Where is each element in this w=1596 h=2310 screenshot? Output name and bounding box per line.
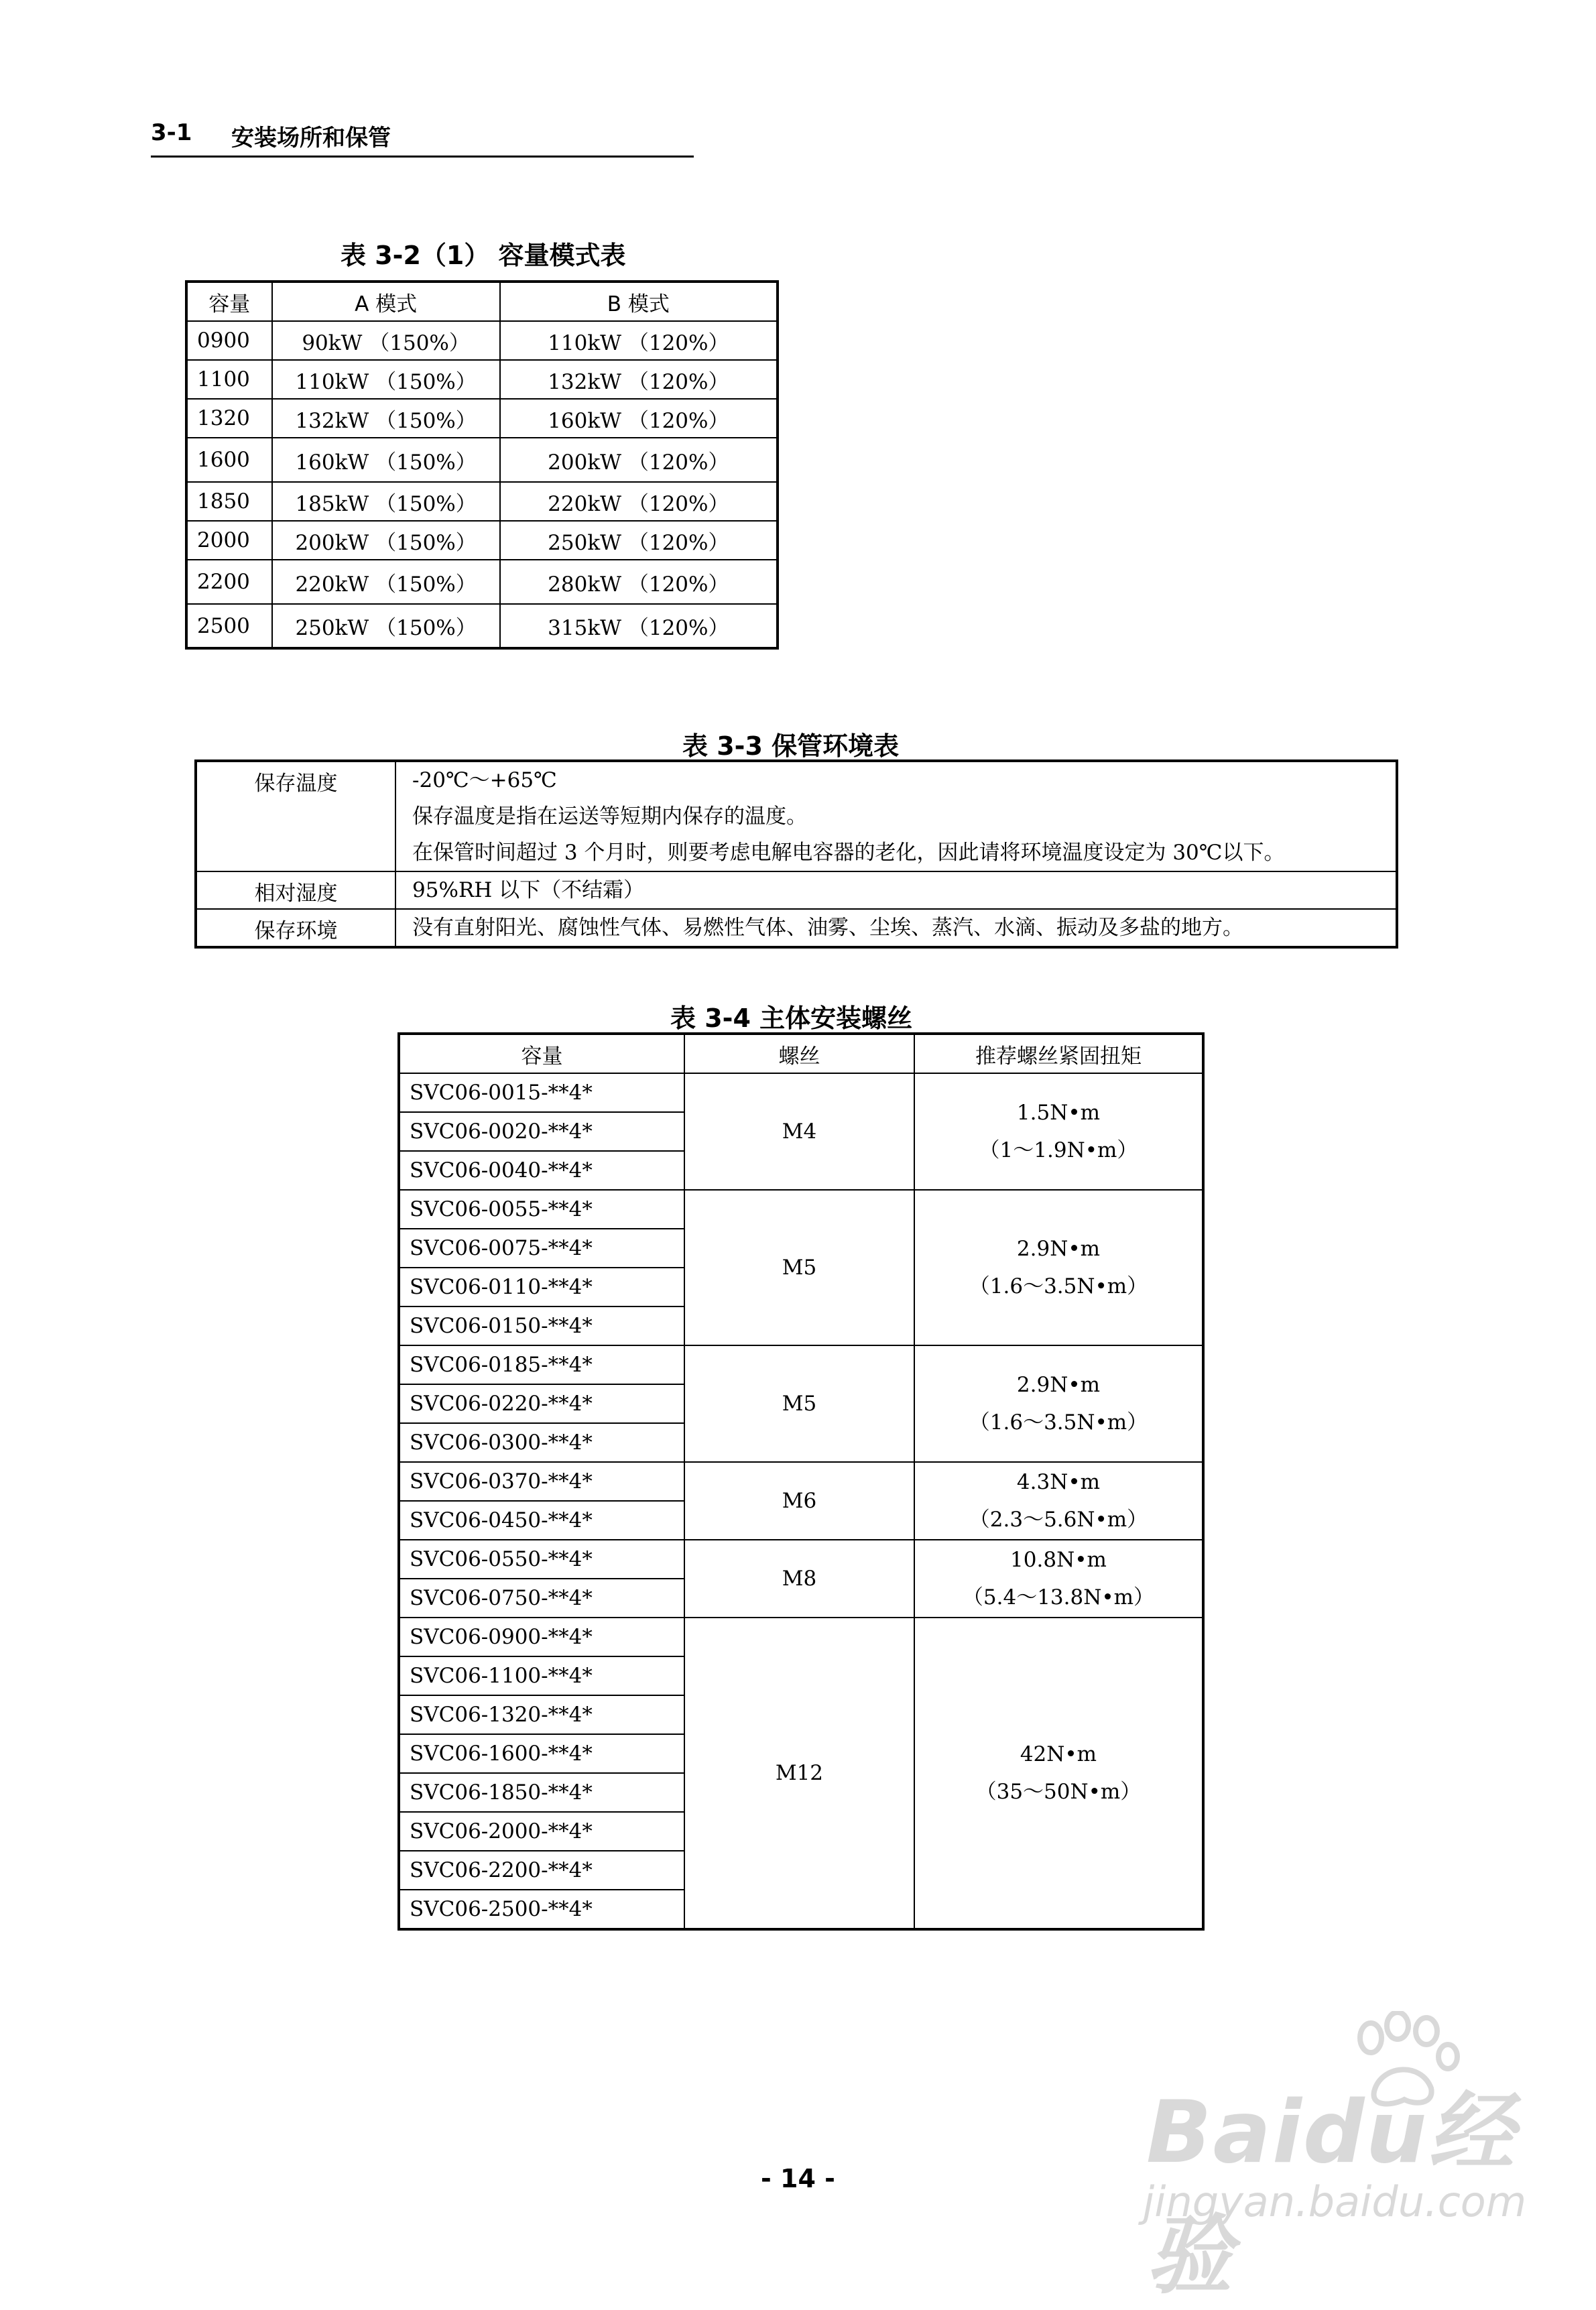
column-header: B 模式	[500, 282, 778, 321]
table-row	[186, 321, 778, 360]
torque-range: （5.4～13.8N•m）	[962, 1585, 1155, 1609]
column-header: 螺丝	[684, 1034, 914, 1073]
model-cell: SVC06-2000-**4*	[399, 1812, 684, 1851]
screw-cell: M4	[684, 1073, 914, 1190]
table-cell: 2500	[186, 604, 272, 648]
section-title: 安装场所和保管	[231, 125, 391, 151]
model-cell: SVC06-1100-**4*	[399, 1656, 684, 1695]
table-row	[186, 360, 778, 399]
torque-cell	[914, 1462, 1203, 1540]
table-cell: 200kW （120%）	[500, 438, 778, 482]
table-row	[186, 560, 778, 604]
screw-cell: M6	[684, 1462, 914, 1540]
model-cell: SVC06-0110-**4*	[399, 1268, 684, 1306]
page-number: - 14 -	[761, 2164, 835, 2193]
screw-cell: M12	[684, 1618, 914, 1929]
column-header: A 模式	[272, 282, 500, 321]
table-cell: 250kW （120%）	[500, 521, 778, 560]
screw-cell: M5	[684, 1190, 914, 1345]
model-cell: SVC06-1320-**4*	[399, 1695, 684, 1734]
table-header-row	[186, 282, 778, 321]
watermark-brand: Baidu经验	[1146, 2083, 1516, 2306]
screw-cell: M5	[684, 1345, 914, 1462]
model-cell: SVC06-0020-**4*	[399, 1112, 684, 1151]
model-cell: SVC06-2200-**4*	[399, 1851, 684, 1890]
table-cell: 2200	[186, 560, 272, 604]
table-cell: 110kW （120%）	[500, 321, 778, 360]
torque-cell	[914, 1190, 1203, 1345]
table-row	[399, 1540, 1203, 1579]
capacity-mode-table	[185, 280, 779, 650]
model-cell: SVC06-0185-**4*	[399, 1345, 684, 1384]
table-row	[399, 1073, 1203, 1112]
torque-cell	[914, 1540, 1203, 1618]
table-row	[186, 482, 778, 521]
column-header: 容量	[399, 1034, 684, 1073]
table-row	[196, 909, 1397, 947]
table-row	[399, 1345, 1203, 1384]
torque-value: 42N•m	[1020, 1742, 1097, 1766]
torque-value: 2.9N•m	[1016, 1237, 1101, 1261]
table-row	[399, 1618, 1203, 1656]
table-cell: 1850	[186, 482, 272, 521]
model-cell: SVC06-0450-**4*	[399, 1501, 684, 1540]
table-cell: 280kW （120%）	[500, 560, 778, 604]
torque-value: 2.9N•m	[1016, 1373, 1101, 1397]
torque-cell	[914, 1073, 1203, 1190]
screw-cell: M8	[684, 1540, 914, 1618]
model-cell: SVC06-0150-**4*	[399, 1306, 684, 1345]
table-row	[196, 761, 1397, 871]
table-cell: 1600	[186, 438, 272, 482]
table33-caption: 表 3-3 保管环境表	[682, 731, 900, 761]
torque-range: （1～1.9N•m）	[979, 1138, 1138, 1162]
model-cell: SVC06-0550-**4*	[399, 1540, 684, 1579]
table-cell: 160kW （150%）	[272, 438, 500, 482]
torque-cell	[914, 1618, 1203, 1929]
table-row	[399, 1462, 1203, 1501]
mounting-screw-table	[397, 1032, 1205, 1931]
value-line: 95%RH 以下（不结霜）	[412, 878, 645, 902]
table-cell: 132kW （120%）	[500, 360, 778, 399]
torque-value: 1.5N•m	[1016, 1101, 1101, 1125]
table-row	[399, 1190, 1203, 1229]
table-header-row	[399, 1034, 1203, 1073]
row-value	[395, 871, 1397, 909]
model-cell: SVC06-0900-**4*	[399, 1618, 684, 1656]
model-cell: SVC06-0300-**4*	[399, 1423, 684, 1462]
torque-range: （1.6～3.5N•m）	[969, 1274, 1148, 1298]
section-header	[151, 119, 694, 158]
watermark-url: jingyan.baidu.com	[1143, 2177, 1527, 2226]
model-cell: SVC06-0370-**4*	[399, 1462, 684, 1501]
model-cell: SVC06-1850-**4*	[399, 1773, 684, 1812]
table34-caption: 表 3-4 主体安装螺丝	[670, 1004, 913, 1033]
torque-range: （2.3～5.6N•m）	[969, 1508, 1148, 1532]
model-cell: SVC06-0055-**4*	[399, 1190, 684, 1229]
value-line: -20℃～+65℃	[412, 768, 557, 792]
value-line: 保存温度是指在运送等短期内保存的温度。	[412, 804, 808, 829]
value-line: 在保管时间超过 3 个月时，则要考虑电解电容器的老化，因此请将环境温度设定为 30℃以下。	[412, 841, 1285, 865]
table-row	[196, 871, 1397, 909]
model-cell: SVC06-0750-**4*	[399, 1579, 684, 1618]
table-cell: 200kW （150%）	[272, 521, 500, 560]
storage-environment-table	[194, 759, 1398, 949]
table-cell: 110kW （150%）	[272, 360, 500, 399]
model-cell: SVC06-0015-**4*	[399, 1073, 684, 1112]
table-cell: 250kW （150%）	[272, 604, 500, 648]
table-cell: 90kW （150%）	[272, 321, 500, 360]
table-cell: 315kW （120%）	[500, 604, 778, 648]
table-cell: 1320	[186, 399, 272, 438]
torque-range: （35～50N•m）	[975, 1780, 1142, 1804]
column-header: 推荐螺丝紧固扭矩	[914, 1034, 1203, 1073]
table-cell: 160kW （120%）	[500, 399, 778, 438]
model-cell: SVC06-1600-**4*	[399, 1734, 684, 1773]
row-label: 保存温度	[196, 761, 395, 871]
table-cell: 220kW （120%）	[500, 482, 778, 521]
section-number: 3-1	[151, 119, 192, 146]
value-line: 没有直射阳光、腐蚀性气体、易燃性气体、油雾、尘埃、蒸汽、水滴、振动及多盐的地方。	[412, 916, 1244, 940]
table-row	[186, 521, 778, 560]
table-row	[186, 399, 778, 438]
column-header: 容量	[186, 282, 272, 321]
table-row	[186, 438, 778, 482]
table-row	[186, 604, 778, 648]
model-cell: SVC06-0220-**4*	[399, 1384, 684, 1423]
table-cell: 1100	[186, 360, 272, 399]
table32-caption: 表 3-2（1） 容量模式表	[341, 241, 626, 270]
torque-value: 4.3N•m	[1016, 1470, 1101, 1494]
table-cell: 185kW （150%）	[272, 482, 500, 521]
model-cell: SVC06-0040-**4*	[399, 1151, 684, 1190]
torque-cell	[914, 1345, 1203, 1462]
table-cell: 0900	[186, 321, 272, 360]
model-cell: SVC06-2500-**4*	[399, 1890, 684, 1929]
table-cell: 220kW （150%）	[272, 560, 500, 604]
row-value	[395, 761, 1397, 871]
torque-range: （1.6～3.5N•m）	[969, 1410, 1148, 1435]
table-cell: 132kW （150%）	[272, 399, 500, 438]
table-cell: 2000	[186, 521, 272, 560]
torque-value: 10.8N•m	[1010, 1548, 1107, 1572]
row-label: 相对湿度	[196, 871, 395, 909]
row-value	[395, 909, 1397, 947]
row-label: 保存环境	[196, 909, 395, 947]
model-cell: SVC06-0075-**4*	[399, 1229, 684, 1268]
